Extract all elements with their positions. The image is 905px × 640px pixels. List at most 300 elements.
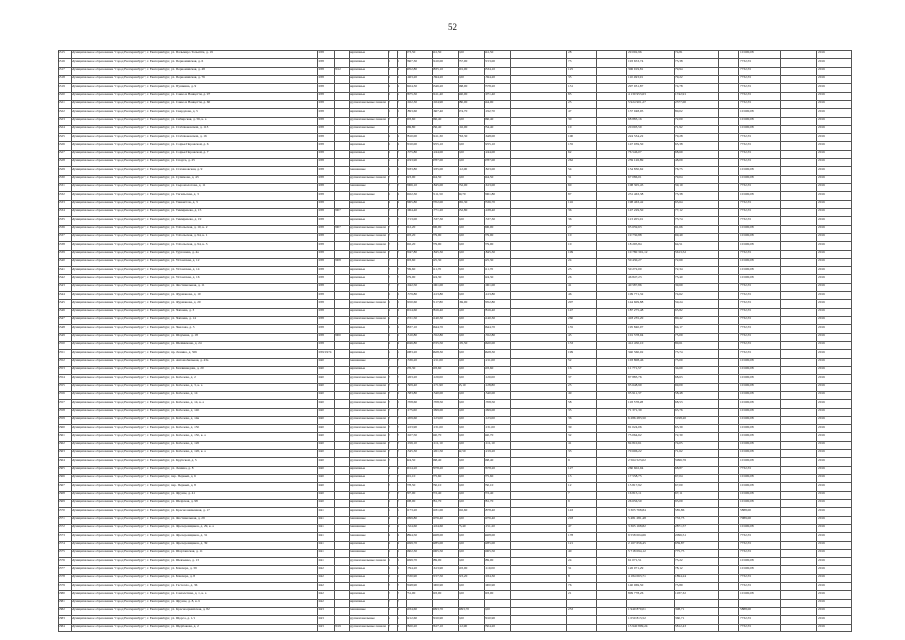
cell-nonresidential-area: 0,00 bbox=[458, 359, 464, 363]
cell-year-built: 1940 bbox=[317, 475, 324, 479]
cell-year-built: 1938 bbox=[317, 201, 324, 205]
cell-address: Муниципальное образование "город Екатеринбург", г. Екатеринбург, ул. Краснознаменная, д. 17 bbox=[71, 508, 210, 512]
cell-floors: 2 bbox=[388, 259, 390, 263]
cell-entrances: 3 bbox=[397, 109, 399, 113]
cell-nonresidential-area: 0,00 bbox=[458, 234, 464, 238]
cell-wall-material: смешанные bbox=[349, 525, 366, 529]
cell-premises-area: 1900,90 bbox=[432, 583, 444, 587]
cell-number: 5337 bbox=[58, 234, 65, 238]
cell-floors: 2 bbox=[388, 483, 390, 487]
cell-entrances: 3 bbox=[397, 558, 399, 562]
cell-nonresidential-area: 0,00 bbox=[458, 250, 464, 254]
cell-residential-area: 2052,80 bbox=[484, 300, 496, 304]
cell-year-planned: 2016 bbox=[818, 250, 825, 254]
cell-number: 5349 bbox=[58, 334, 65, 338]
cell-wall-material: крупнопанельные панели bbox=[349, 101, 386, 105]
cell-repair-cost: 224 534,22 bbox=[628, 134, 644, 138]
cell-number: 5382 bbox=[58, 608, 65, 612]
cell-residential-area: 1537,30 bbox=[484, 217, 496, 221]
cell-repair-cost: 340 560,02 bbox=[628, 350, 644, 354]
cell-repair-cost: 109 771,32 bbox=[628, 292, 644, 296]
cell-max-cost: 7732,55 bbox=[740, 184, 752, 188]
cell-cost-per-sqm: 5996,76 bbox=[675, 458, 687, 462]
cell-cost-per-sqm: 68,87 bbox=[675, 467, 683, 471]
cell-wall-material: кирпичные bbox=[349, 575, 366, 579]
cell-cost-per-sqm: 64,17 bbox=[675, 325, 683, 329]
cell-year-built: 1938 bbox=[317, 292, 324, 296]
cell-cost-per-sqm: 2096,51 bbox=[675, 533, 687, 537]
column-divider bbox=[780, 50, 781, 632]
cell-max-cost: 10 600,08 bbox=[740, 591, 754, 595]
cell-repair-cost: 46 847,23 bbox=[628, 275, 642, 279]
cell-residents: 116 bbox=[568, 201, 573, 205]
cell-cost-per-sqm: 733,73 bbox=[675, 516, 685, 520]
cell-residents: 100 bbox=[568, 134, 574, 138]
cell-floors: 3 bbox=[388, 558, 390, 562]
cell-nonresidential-area: 0,00 bbox=[458, 475, 464, 479]
cell-residents: 25 bbox=[568, 383, 572, 387]
cell-repair-cost: 101 578,04 bbox=[628, 334, 644, 338]
cell-residential-area: 2255,10 bbox=[484, 142, 496, 146]
cell-residential-area: 1061,00 bbox=[484, 284, 496, 288]
cell-max-cost: 7732,55 bbox=[740, 68, 752, 72]
cell-max-cost: 10 600,08 bbox=[740, 225, 754, 229]
cell-year-built: 1943 bbox=[317, 625, 324, 629]
cell-residents: 135 bbox=[568, 325, 574, 329]
cell-entrances: 3 bbox=[397, 167, 399, 171]
cell-total-area: 4046,80 bbox=[406, 342, 418, 346]
cell-total-area: 2810,00 bbox=[406, 134, 418, 138]
cell-year-planned: 2016 bbox=[818, 525, 825, 529]
cell-max-cost: 10 600,08 bbox=[740, 483, 754, 487]
cell-premises-area: 3346,20 bbox=[432, 84, 444, 88]
cell-address: Муниципальное образование "город Екатеринбург", г. Екатеринбург, ул. Ухтомская, д. 14 bbox=[71, 267, 200, 271]
cell-address: Муниципальное образование "город Екатеринбург", г. Екатеринбург, ул. Тобольская, д. 94, к. 1 bbox=[71, 234, 208, 238]
cell-max-cost: 10 600,08 bbox=[740, 359, 754, 363]
cell-floors: 4 bbox=[388, 201, 390, 205]
cell-max-cost: 10 600,08 bbox=[740, 425, 754, 429]
cell-floors: 4 bbox=[388, 84, 390, 88]
cell-residents: 109 bbox=[568, 250, 574, 254]
cell-residential-area: 1540,00 bbox=[484, 392, 496, 396]
cell-max-cost: 10 600,08 bbox=[740, 492, 754, 496]
cell-cost-per-sqm: 67,00 bbox=[675, 483, 683, 487]
cell-repair-cost: 26 656,50 bbox=[628, 500, 642, 504]
cell-year-built: 1939/1974 bbox=[317, 350, 332, 354]
cell-year-built: 1941 bbox=[317, 533, 324, 537]
cell-premises-area: 6181,00 bbox=[432, 508, 444, 512]
cell-address: Муниципальное образование "город Екатеринбург", г. Екатеринбург, ул. Бахчиванджи, д. 20 bbox=[71, 367, 204, 371]
cell-floors: 3 bbox=[388, 550, 390, 554]
cell-number: 5321 bbox=[58, 101, 65, 105]
cell-address: Муниципальное образование "город Екатеринбург", г. Екатеринбург, ул. Пальмиро Тольятти, д. 19 bbox=[71, 51, 213, 55]
cell-premises-area: 1352,80 bbox=[432, 334, 444, 338]
cell-address: Муниципальное образование "город Екатеринбург", г. Екатеринбург, ул. Кобозева, д. 120, к. а bbox=[71, 450, 206, 454]
cell-premises-area: 1099,00 bbox=[432, 408, 444, 412]
cell-floors: 2 bbox=[388, 209, 390, 213]
cell-repair-cost: 412 450,10 bbox=[628, 342, 644, 346]
cell-year-built: 1940 bbox=[317, 467, 324, 471]
cell-year-planned: 2016 bbox=[818, 325, 825, 329]
cell-max-cost: 7089,00 bbox=[740, 516, 752, 520]
cell-total-area: 3499,70 bbox=[406, 541, 418, 545]
cell-cost-per-sqm: 79,22 bbox=[675, 76, 683, 80]
cell-floors: 2 bbox=[388, 217, 390, 221]
cell-nonresidential-area: 474,70 bbox=[458, 109, 468, 113]
cell-address: Муниципальное образование "город Екатеринбург", г. Екатеринбург, ул. Блюхера, д. 8 bbox=[71, 575, 195, 579]
cell-max-cost: 7732,55 bbox=[740, 550, 752, 554]
column-divider bbox=[674, 50, 675, 632]
cell-premises-area: 3644,70 bbox=[432, 325, 444, 329]
cell-residential-area: 2678,20 bbox=[484, 467, 496, 471]
cell-address: Муниципальное образование "город Екатеринбург", г. Екатеринбург, ул. Сакко и Ванцетти, д. 97 bbox=[71, 92, 211, 96]
cell-year-built: 1938 bbox=[317, 126, 324, 130]
cell-number: 5360 bbox=[58, 425, 65, 429]
cell-max-cost: 5888,00 bbox=[740, 608, 752, 612]
cell-number: 5329 bbox=[58, 167, 65, 171]
cell-cost-per-sqm: 39,69 bbox=[675, 284, 683, 288]
cell-repair-cost: 40 587,86 bbox=[628, 284, 642, 288]
cell-total-area: 1509,40 bbox=[406, 383, 418, 387]
cell-address: Муниципальное образование "город Екатеринбург", г. Екатеринбург, ул. Сулимова, д. 43 bbox=[71, 176, 199, 180]
cell-premises-area: 2255,10 bbox=[432, 142, 444, 146]
cell-floors: 4 bbox=[388, 541, 390, 545]
cell-year-planned: 2016 bbox=[818, 467, 825, 471]
cell-entrances: 2 bbox=[397, 492, 399, 496]
cell-floors: 2 bbox=[388, 242, 390, 246]
cell-residents: 60 bbox=[568, 184, 572, 188]
cell-max-cost: 10 600,08 bbox=[740, 367, 754, 371]
column-divider bbox=[71, 50, 72, 632]
cell-premises-area: 3725,50 bbox=[432, 342, 444, 346]
cell-total-area: 1964,40 bbox=[406, 209, 418, 213]
cell-number: 5351 bbox=[58, 350, 65, 354]
cell-max-cost: 7732,55 bbox=[740, 616, 752, 620]
cell-repair-cost: 68 883,16 bbox=[628, 117, 642, 121]
cell-total-area: 1324,60 bbox=[406, 525, 418, 529]
cell-entrances: 1 bbox=[397, 234, 399, 238]
cell-repair-cost: 70 606,22 bbox=[628, 450, 642, 454]
cell-nonresidential-area: 105,50 bbox=[458, 342, 468, 346]
cell-cost-per-sqm: 59,24 bbox=[675, 300, 683, 304]
cell-repair-cost: 20 093,59 bbox=[628, 126, 642, 130]
cell-residential-area: 6065,50 bbox=[484, 550, 496, 554]
cell-residents: 31 bbox=[568, 176, 572, 180]
cell-wall-material: кирпичные bbox=[349, 134, 366, 138]
cell-number: 5322 bbox=[58, 109, 65, 113]
cell-total-area: 576,30 bbox=[406, 367, 416, 371]
cell-cost-per-sqm: 79,94 bbox=[675, 68, 683, 72]
cell-cost-per-sqm: 65,82 bbox=[675, 309, 683, 313]
cell-wall-material: кирпичные bbox=[349, 51, 366, 55]
cell-premises-area: 2978,20 bbox=[432, 467, 444, 471]
cell-cost-per-sqm: 74,81 bbox=[675, 51, 683, 55]
cell-wall-material: крупнопанельные панели bbox=[349, 625, 386, 629]
column-divider bbox=[484, 50, 485, 632]
cell-address: Муниципальное образование "город Екатеринбург", г. Екатеринбург, ул. Кобозева, д. 2 bbox=[71, 375, 196, 379]
cell-total-area: 1336,20 bbox=[406, 359, 418, 363]
cell-number: 5356 bbox=[58, 392, 65, 396]
cell-year-built: 1940 bbox=[317, 458, 324, 462]
cell-year-planned: 2016 bbox=[818, 334, 825, 338]
cell-repair-cost: 11 771,57 bbox=[628, 367, 642, 371]
cell-year-renovated: 2012 bbox=[334, 68, 341, 72]
cell-address: Муниципальное образование "город Екатеринбург", г. Екатеринбург, ул. Щербакова, д. 2 bbox=[71, 625, 199, 629]
cell-repair-cost: 50 430,27 bbox=[628, 259, 642, 263]
cell-total-area: 1893,60 bbox=[406, 109, 418, 113]
cell-entrances: 4 bbox=[397, 134, 399, 138]
cell-entrances: 2 bbox=[397, 417, 399, 421]
cell-residents: 8 bbox=[568, 575, 570, 579]
cell-year-built: 1942 bbox=[317, 583, 324, 587]
cell-cost-per-sqm: 73,89 bbox=[675, 583, 683, 587]
cell-total-area: 1199,10 bbox=[406, 442, 417, 446]
cell-year-planned: 2016 bbox=[818, 76, 825, 80]
cell-nonresidential-area: 0,00 bbox=[458, 533, 464, 537]
cell-cost-per-sqm: 76,75 bbox=[675, 167, 683, 171]
cell-entrances: 2 bbox=[397, 500, 399, 504]
cell-total-area: 1027,50 bbox=[406, 433, 418, 437]
cell-premises-area: 2910,90 bbox=[432, 616, 444, 620]
cell-premises-area: 368,40 bbox=[432, 458, 442, 462]
cell-year-built: 1938 bbox=[317, 59, 324, 63]
cell-total-area: 2183,80 bbox=[406, 167, 418, 171]
cell-year-planned: 2016 bbox=[818, 392, 825, 396]
cell-total-area: 302,20 bbox=[406, 242, 416, 246]
cell-repair-cost: 95 648,99 bbox=[628, 383, 642, 387]
cell-address: Муниципальное образование "город Екатеринбург", г. Екатеринбург, ул. Самолетная, д. 1, к. а bbox=[71, 591, 207, 595]
column-divider bbox=[816, 50, 817, 632]
cell-address: Муниципальное образование "город Екатеринбург", г. Екатеринбург, ул. Стеблюковской, д. 113 bbox=[71, 126, 209, 130]
cell-repair-cost: 67 086,01 bbox=[628, 176, 642, 180]
cell-residential-area: 1971,40 bbox=[484, 92, 496, 96]
cell-residents: 39 bbox=[568, 425, 572, 429]
cell-number: 5326 bbox=[58, 142, 65, 146]
cell-premises-area: 1131,00 bbox=[432, 425, 443, 429]
cell-floors: 4 bbox=[388, 309, 390, 313]
cell-address: Муниципальное образование "город Екатеринбург", г. Екатеринбург, ул. Софьи Перовской, д. 6 bbox=[71, 142, 209, 146]
cell-year-planned: 2016 bbox=[818, 583, 825, 587]
cell-address: Муниципальное образование "город Екатеринбург", г. Екатеринбург, ул. Кобозева, д. 3, к. а bbox=[71, 383, 203, 387]
cell-number: 5333 bbox=[58, 201, 65, 205]
cell-cost-per-sqm: 1894,24 bbox=[675, 575, 687, 579]
cell-address: Муниципальное образование "город Екатеринбург", г. Екатеринбург, ул. Шарташская, д. 11 bbox=[71, 550, 203, 554]
cell-repair-cost: 4 130 953,63 bbox=[628, 92, 646, 96]
cell-premises-area: 1123,00 bbox=[432, 417, 443, 421]
cell-address: Муниципальное образование "город Екатеринбург", г. Екатеринбург, ул. Танкистов, д. 3 bbox=[71, 201, 198, 205]
cell-year-built: 1940 bbox=[317, 450, 324, 454]
cell-year-built: 1940 bbox=[317, 442, 324, 446]
cell-wall-material: кирпичные bbox=[349, 201, 366, 205]
cell-repair-cost: 1 940 870,01 bbox=[628, 608, 646, 612]
cell-year-planned: 2016 bbox=[818, 101, 825, 105]
cell-floors: 3 bbox=[388, 59, 390, 63]
cell-repair-cost: 5 481 281,48 bbox=[628, 516, 646, 520]
cell-nonresidential-area: 0,00 bbox=[458, 375, 464, 379]
cell-repair-cost: 18 295,84 bbox=[628, 242, 642, 246]
cell-cost-per-sqm: 34,69 bbox=[675, 367, 683, 371]
cell-address: Муниципальное образование "город Екатеринбург", г. Екатеринбург, ул. Спорта, д. 25 bbox=[71, 159, 195, 163]
cell-year-planned: 2016 bbox=[818, 600, 825, 604]
cell-total-area: 2066,10 bbox=[406, 184, 418, 188]
cell-nonresidential-area: 0,00 bbox=[458, 350, 464, 354]
cell-floors: 2 bbox=[388, 117, 390, 121]
cell-residents: 37 bbox=[568, 375, 572, 379]
cell-year-built: 1940 bbox=[317, 500, 324, 504]
cell-premises-area: 5976,40 bbox=[432, 516, 444, 520]
cell-premises-area: 1540,00 bbox=[432, 392, 444, 396]
cell-entrances: 3 bbox=[397, 550, 399, 554]
cell-residents: 10 bbox=[568, 234, 572, 238]
cell-cost-per-sqm: 73,74 bbox=[675, 217, 683, 221]
cell-year-renovated: 2007 bbox=[334, 209, 341, 213]
cell-repair-cost: 108 305,45 bbox=[628, 184, 644, 188]
cell-floors: 3 bbox=[388, 92, 390, 96]
cell-total-area: 2675,30 bbox=[406, 92, 418, 96]
cell-residents: 125 bbox=[568, 68, 574, 72]
cell-entrances: 2 bbox=[397, 151, 399, 155]
cell-residential-area: 644,90 bbox=[484, 101, 494, 105]
cell-address: Муниципальное образование "город Екатеринбург", г. Екатеринбург, ул. Первомайская, д. 6 bbox=[71, 59, 204, 63]
cell-nonresidential-area: 968,00 bbox=[458, 84, 468, 88]
cell-cost-per-sqm: 74,78 bbox=[675, 84, 683, 88]
cell-residential-area: 1099,00 bbox=[484, 408, 496, 412]
cell-total-area: 1579,80 bbox=[406, 292, 418, 296]
cell-entrances: 4 bbox=[397, 525, 399, 529]
cell-cost-per-sqm: 68,53 bbox=[675, 400, 683, 404]
cell-number: 5323 bbox=[58, 117, 65, 121]
cell-number: 5338 bbox=[58, 242, 65, 246]
cell-year-planned: 2016 bbox=[818, 109, 825, 113]
cell-premises-area: 2816,40 bbox=[432, 309, 444, 313]
cell-entrances: 2 bbox=[397, 209, 399, 213]
cell-entrances: 4 bbox=[397, 342, 399, 346]
cell-year-planned: 2016 bbox=[818, 558, 825, 562]
cell-wall-material: кирпичные bbox=[349, 142, 366, 146]
cell-floors: 2 bbox=[388, 591, 390, 595]
cell-number: 5364 bbox=[58, 458, 65, 462]
cell-residential-area: 5878,40 bbox=[484, 508, 496, 512]
cell-total-area: 923,90 bbox=[406, 176, 416, 180]
cell-nonresidential-area: 169,00 bbox=[458, 300, 468, 304]
cell-residential-area: 1111,10 bbox=[484, 442, 495, 446]
cell-year-built: 1938 bbox=[317, 267, 324, 271]
cell-wall-material: крупнопанельные панели bbox=[349, 417, 386, 421]
cell-entrances: 4 bbox=[397, 533, 399, 537]
cell-nonresidential-area: 257,00 bbox=[458, 59, 468, 63]
cell-wall-material: кирпичные bbox=[349, 475, 366, 479]
cell-total-area: 1022,30 bbox=[406, 101, 418, 105]
cell-max-cost: 7732,55 bbox=[740, 159, 752, 163]
cell-year-built: 1938 bbox=[317, 134, 324, 138]
cell-max-cost: 10 600,08 bbox=[740, 109, 754, 113]
cell-wall-material: кирпичные bbox=[349, 109, 366, 113]
cell-nonresidential-area: 503,90 bbox=[458, 566, 468, 570]
cell-number: 5354 bbox=[58, 375, 65, 379]
cell-entrances: 2 bbox=[397, 184, 399, 188]
cell-address: Муниципальное образование "город Екатеринбург", г. Екатеринбург, ул. Кобозева, д. 14в bbox=[71, 417, 200, 421]
cell-year-planned: 2016 bbox=[818, 608, 825, 612]
cell-year-planned: 2016 bbox=[818, 68, 825, 72]
cell-floors: 2 bbox=[388, 442, 390, 446]
cell-nonresidential-area: 440,00 bbox=[458, 92, 468, 96]
cell-residents: 147 bbox=[568, 309, 574, 313]
cell-entrances: 3 bbox=[397, 575, 399, 579]
cell-cost-per-sqm: 75,09 bbox=[675, 334, 683, 338]
cell-floors: 3 bbox=[388, 334, 390, 338]
cell-entrances: 6 bbox=[397, 159, 399, 163]
cell-year-planned: 2016 bbox=[818, 92, 825, 96]
cell-number: 5341 bbox=[58, 267, 65, 271]
cell-total-area: 297,90 bbox=[406, 492, 416, 496]
cell-year-planned: 2016 bbox=[818, 408, 825, 412]
cell-wall-material: крупнопанельные bbox=[349, 126, 375, 130]
cell-number: 5331 bbox=[58, 184, 65, 188]
cell-cost-per-sqm: 398,71 bbox=[675, 608, 685, 612]
cell-address: Муниципальное образование "город Екатеринбург", г. Екатеринбург, ул. Автомобильная, д. 43а bbox=[71, 359, 209, 363]
cell-repair-cost: 126 071,29 bbox=[628, 566, 644, 570]
cell-premises-area: 341,50 bbox=[432, 51, 442, 55]
cell-max-cost: 10 600,08 bbox=[740, 458, 754, 462]
column-divider bbox=[349, 50, 350, 632]
cell-number: 5384 bbox=[58, 625, 65, 629]
cell-entrances: 3 bbox=[397, 300, 399, 304]
cell-entrances: 1 bbox=[397, 259, 399, 263]
cell-residential-area: 368,40 bbox=[484, 458, 494, 462]
cell-residents: 25 bbox=[568, 101, 572, 105]
cell-nonresidential-area: 0,00 bbox=[458, 334, 464, 338]
cell-nonresidential-area: 332,80 bbox=[458, 209, 468, 213]
cell-residential-area: 4628,30 bbox=[484, 350, 496, 354]
cell-floors: 2 bbox=[388, 51, 390, 55]
cell-cost-per-sqm: 5613,52 bbox=[675, 250, 687, 254]
cell-entrances: 1 bbox=[397, 242, 399, 246]
cell-repair-cost: 9 558 004,66 bbox=[628, 533, 646, 537]
cell-premises-area: 356,40 bbox=[432, 126, 442, 130]
cell-premises-area: 2117,80 bbox=[432, 300, 443, 304]
cell-year-planned: 2016 bbox=[818, 242, 825, 246]
cell-nonresidential-area: 0,00 bbox=[458, 591, 464, 595]
cell-address: Муниципальное образование "город Екатеринбург", г. Екатеринбург, ул. Первомайская, д. 76 bbox=[71, 76, 205, 80]
cell-address: Муниципальное образование "город Екатеринбург", г. Екатеринбург, ул. Крупской, д. 5 bbox=[71, 458, 197, 462]
cell-year-planned: 2016 bbox=[818, 134, 825, 138]
cell-wall-material: кирпичные bbox=[349, 159, 366, 163]
cell-address: Муниципальное образование "город Екатеринбург", г. Екатеринбург, ул. Фурманова, д. 20 bbox=[71, 300, 201, 304]
cell-total-area: 1510,80 bbox=[406, 334, 418, 338]
cell-residential-area: 281,70 bbox=[484, 500, 494, 504]
cell-cost-per-sqm: 68,69 bbox=[675, 151, 683, 155]
cell-entrances: 1 bbox=[397, 126, 399, 130]
cell-total-area: 2667,30 bbox=[406, 59, 418, 63]
cell-wall-material: крупнопанельные bbox=[349, 616, 375, 620]
cell-address: Муниципальное образование "город Екатеринбург", г. Екатеринбург, ул. Сибирская, д. 56, к. а bbox=[71, 117, 207, 121]
cell-entrances: 5 bbox=[397, 616, 399, 620]
cell-year-planned: 2016 bbox=[818, 217, 825, 221]
cell-year-planned: 2016 bbox=[818, 433, 825, 437]
cell-year-planned: 2016 bbox=[818, 184, 825, 188]
cell-number: 5383 bbox=[58, 616, 65, 620]
cell-year-built: 1938 bbox=[317, 300, 324, 304]
cell-address: Муниципальное образование "город Екатеринбург", г. Екатеринбург, ул. Тимирязева, д. 19 bbox=[71, 217, 202, 221]
cell-premises-area: 1537,30 bbox=[432, 217, 444, 221]
cell-floors: 5 bbox=[388, 317, 390, 321]
cell-address: Муниципальное образование "город Екатеринбург", г. Екатеринбург, ул. Кобозева, д. 14б bbox=[71, 408, 200, 412]
cell-entrances: 4 bbox=[397, 201, 399, 205]
cell-total-area: 903,60 bbox=[406, 117, 416, 121]
cell-year-planned: 2016 bbox=[818, 616, 825, 620]
cell-number: 5373 bbox=[58, 533, 65, 537]
cell-max-cost: 7732,55 bbox=[740, 59, 752, 63]
